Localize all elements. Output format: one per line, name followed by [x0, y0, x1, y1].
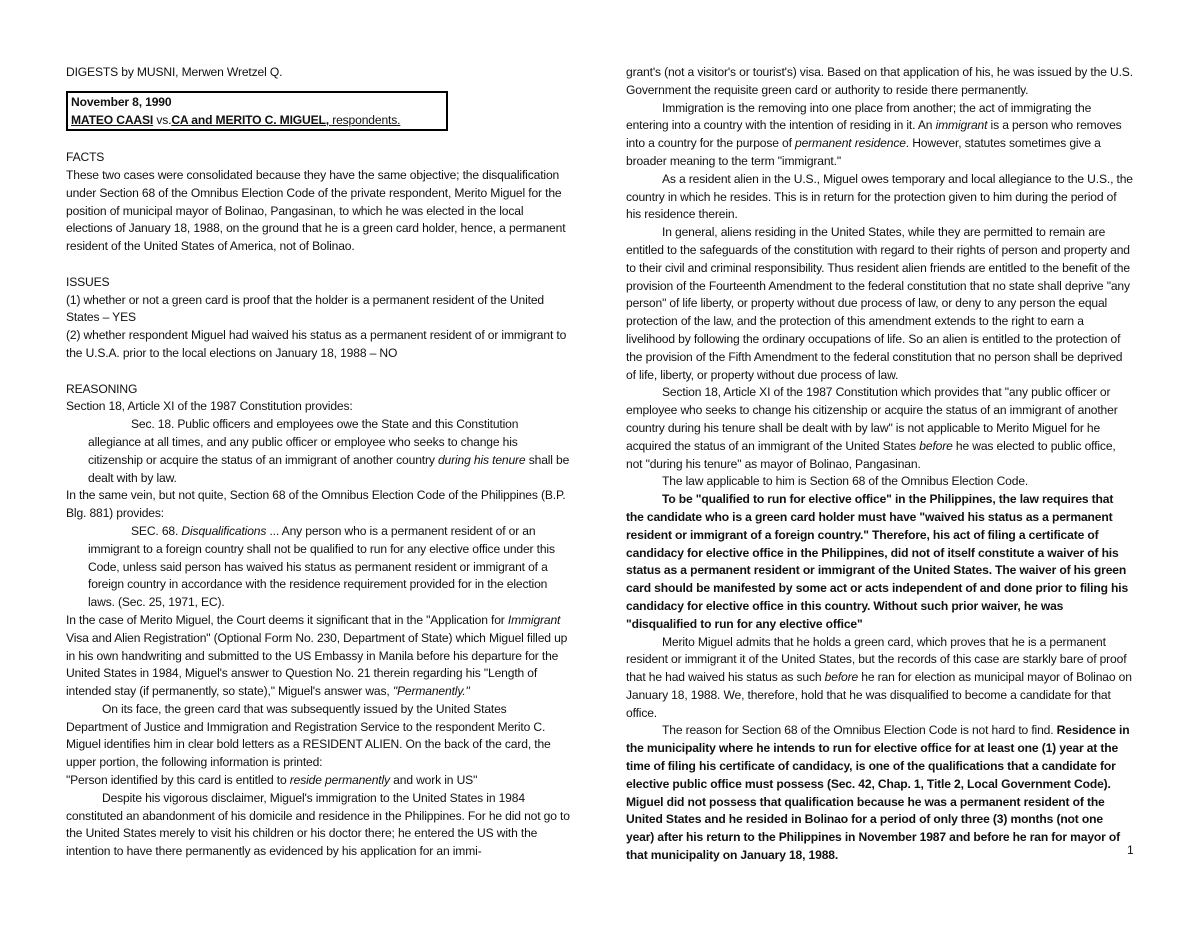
p5-text-a: "Person identified by this card is entitled to	[66, 773, 290, 788]
election-code-quote	[66, 523, 571, 612]
right-p1: grant's (not a visitor's or tourist's) visa. Based on that application of his, he was issued by the U.S. Government the requisite green card or authority to reside there permanently.	[626, 65, 1133, 97]
case-title-vs: vs.	[153, 112, 172, 127]
left-column	[66, 64, 571, 861]
facts-heading: FACTS	[66, 150, 105, 165]
r8-italic: before	[824, 670, 859, 685]
case-title	[71, 112, 443, 130]
case-title-party2: CA	[171, 112, 189, 127]
reasoning-heading: REASONING	[66, 381, 138, 396]
r2-text-c: . However, statutes sometimes give a broader meaning to the term "immigrant."	[626, 136, 1101, 168]
r9-bold: Residence in the municipality where he intends to run for elective office for at least one (1) year at the time of filing his certificate of candidacy, is one of the qualifications that a candidate for elective public office must possess (Sec. 42, Chap. 1, Title 2, Local Government Code). Miguel did not possess that qualification because he was a permanent resident of the United States and he resided in Bolinao for a period of only three (3) months (not one year) after his return to the Philippines in November 1987 and before he ran for mayor of that municipality on January 18, 1988.	[626, 723, 1130, 863]
quote2-text-a: SEC. 68.	[131, 523, 182, 538]
quote2-text-b: ... Any person who is a permanent resident of or an immigrant to a foreign country shall not be qualified to run for any elective office under this Code, unless said person has waived his status as permanent resident or immigrant of a foreign country in accordance with the residence requirement provided for in the election laws. (Sec. 25, 1971, EC).	[88, 523, 555, 610]
issues-heading: ISSUES	[66, 274, 110, 289]
constitution-quote	[66, 416, 571, 487]
case-title-respondents: respondents.	[329, 112, 401, 127]
r2-text-b: is a person who removes into a country for the purpose of	[626, 118, 1122, 151]
p5-text-b: and work in US"	[389, 773, 478, 788]
p3-text-b: Visa and Alien Registration" (Optional Form No. 230, Department of State) which Miguel filled up in his own handwriting and submitted to the US Embassy in Manila before his departure for the United States in 1984, Miguel's answer to Question No. 21 therein regarding his "Length of intended stay (if permanently, so state)," Miguel's answer was,	[66, 630, 568, 699]
r8-text-a: Merito Miguel admits that he holds a green card, which proves that he is a permanent resident or immigrant it of the United States, but the records of this case are starkly bare of proof that he had waived his status as such	[626, 634, 1127, 685]
quote1-text-b: shall be dealt with by law.	[88, 452, 570, 485]
right-p2	[626, 100, 1134, 171]
case-title-party1: MATEO CAASI	[71, 112, 154, 127]
reasoning-p5	[66, 772, 571, 790]
author-line: DIGESTS by MUSNI, Merwen Wretzel Q.	[66, 65, 283, 79]
right-p3: As a resident alien in the U.S., Miguel owes temporary and local allegiance to the U.S., the country in which he resides. This is in return for the protection given to him during the period of his residence therein.	[626, 171, 1133, 222]
right-p5	[626, 384, 1134, 473]
issue-2: (2) whether respondent Miguel had waived his status as a permanent resident of or immigrant to the U.S.A. prior to the local elections on January 18, 1988 – NO	[66, 328, 567, 360]
quote2-italic: Disqualifications	[181, 523, 267, 538]
r2-italic-2: permanent residence	[795, 136, 906, 151]
quote1-italic: during his tenure	[437, 452, 526, 467]
r2-italic: immigrant	[935, 118, 988, 133]
page-number: 1	[1127, 843, 1134, 857]
right-column	[626, 64, 1134, 865]
reasoning-p2: In the same vein, but not quite, Section 68 of the Omnibus Election Code of the Philippines (B.P. Blg. 881) provides:	[66, 488, 566, 521]
p3-text-a: In the case of Merito Miguel, the Court deems it significant that in the "Application for	[66, 612, 508, 627]
right-p6: The law applicable to him is Section 68 of the Omnibus Election Code.	[662, 474, 1029, 489]
reasoning-p6: Despite his vigorous disclaimer, Miguel's immigration to the United States in 1984 constituted an abandonment of his domicile and residence in the Philippines. For he did not go to the United States merely to visit his children or his doctor there; he entered the US with the intention to have there permanently as evidenced by his application for an immi-	[66, 790, 570, 859]
reasoning-p1: Section 18, Article XI of the 1987 Constitution provides:	[66, 399, 353, 414]
case-title-and: and	[188, 112, 216, 127]
quote1-text-a: Sec. 18. Public officers and employees owe the State and this Constitution allegiance at all times, and any public officer or employee who seeks to change his citizenship or acquire the status of an immigrant of another country	[88, 417, 519, 467]
p3-italic-2: "Permanently."	[392, 684, 470, 699]
case-title-box	[66, 91, 448, 132]
right-p8	[626, 634, 1134, 723]
r8-text-b: he ran for election as municipal mayor of Bolinao on January 18, 1988. We, therefore, hold that he was disqualified to become a candidate for that office.	[626, 670, 1132, 720]
case-title-party3: MERITO C. MIGUEL,	[215, 112, 329, 127]
right-p9	[626, 722, 1134, 864]
right-p4: In general, aliens residing in the United States, while they are permitted to remain are entitled to the safeguards of the constitution with regard to their rights of person and property and to their civil and criminal responsibility. Thus resident alien friends are entitled to the benefit of the provision of the Fourteenth Amendment to the federal constitution that no state shall deprive "any person" of life liberty, or property without due process of law, or deny to any person the equal protection of the law, and the protection of this amendment extends to the right to earn a livelihood by following the ordinary occupations of life. So an alien is entitled to the protection of the provision of the Fifth Amendment to the federal constitution that no person shall be deprived of life, liberty, or property without due process of law.	[626, 225, 1130, 382]
right-p7: To be "qualified to run for elective office" in the Philippines, the law requires that the candidate who is a green card holder must have "waived his status as a permanent resident or immigrant of a foreign country." Therefore, his act of filing a certificate of candidacy for elective office in the Philippines, did not of itself constitute a waiver of his status as a permanent resident or immigrant of the United States. The waiver of his green card should be manifested by some act or acts independent of and done prior to filing his candidacy for elective office in this country. Without such prior waiver, he was "disqualified to run for any elective office"	[626, 492, 1129, 631]
p3-italic: Immigrant	[507, 612, 561, 627]
r5-italic: before	[919, 438, 953, 453]
case-date: November 8, 1990	[71, 94, 172, 109]
r5-text-b: he was elected to public office, not "during his tenure" as mayor of Bolinao, Pangasinan.	[626, 438, 1116, 471]
reasoning-p3	[66, 612, 571, 701]
issue-1: (1) whether or not a green card is proof that the holder is a permanent resident of the United States – YES	[66, 292, 544, 325]
facts-text: These two cases were consolidated because they have the same objective; the disqualification under Section 68 of the Omnibus Election Code of the private respondent, Merito Miguel for the position of municipal mayor of Bolinao, Pangasinan, to which he was elected in the local elections of January 18, 1988, on the ground that he is a green card holder, hence, a permanent resident of the United States of America, not of Bolinao.	[66, 167, 566, 254]
reasoning-p4: On its face, the green card that was subsequently issued by the United States Department of Justice and Immigration and Registration Service to the respondent Merito C. Miguel identifies him in clear bold letters as a RESIDENT ALIEN. On the back of the card, the upper portion, the following information is printed:	[66, 701, 551, 770]
p5-italic: reside permanently	[289, 773, 390, 788]
r5-text-a: Section 18, Article XI of the 1987 Constitution which provides that "any public officer or employee who seeks to change his citizenship or acquire the status of an immigrant of another country during his tenure shall be dealt with by law" is not applicable to Merito Miguel for he acquired the status of an immigrant of the United States	[626, 385, 1118, 453]
r9-text-a: The reason for Section 68 of the Omnibus Election Code is not hard to find.	[662, 723, 1057, 738]
r2-text-a: Immigration is the removing into one place from another; the act of immigrating the entering into a country with the intention of residing in it. An	[626, 100, 1092, 133]
